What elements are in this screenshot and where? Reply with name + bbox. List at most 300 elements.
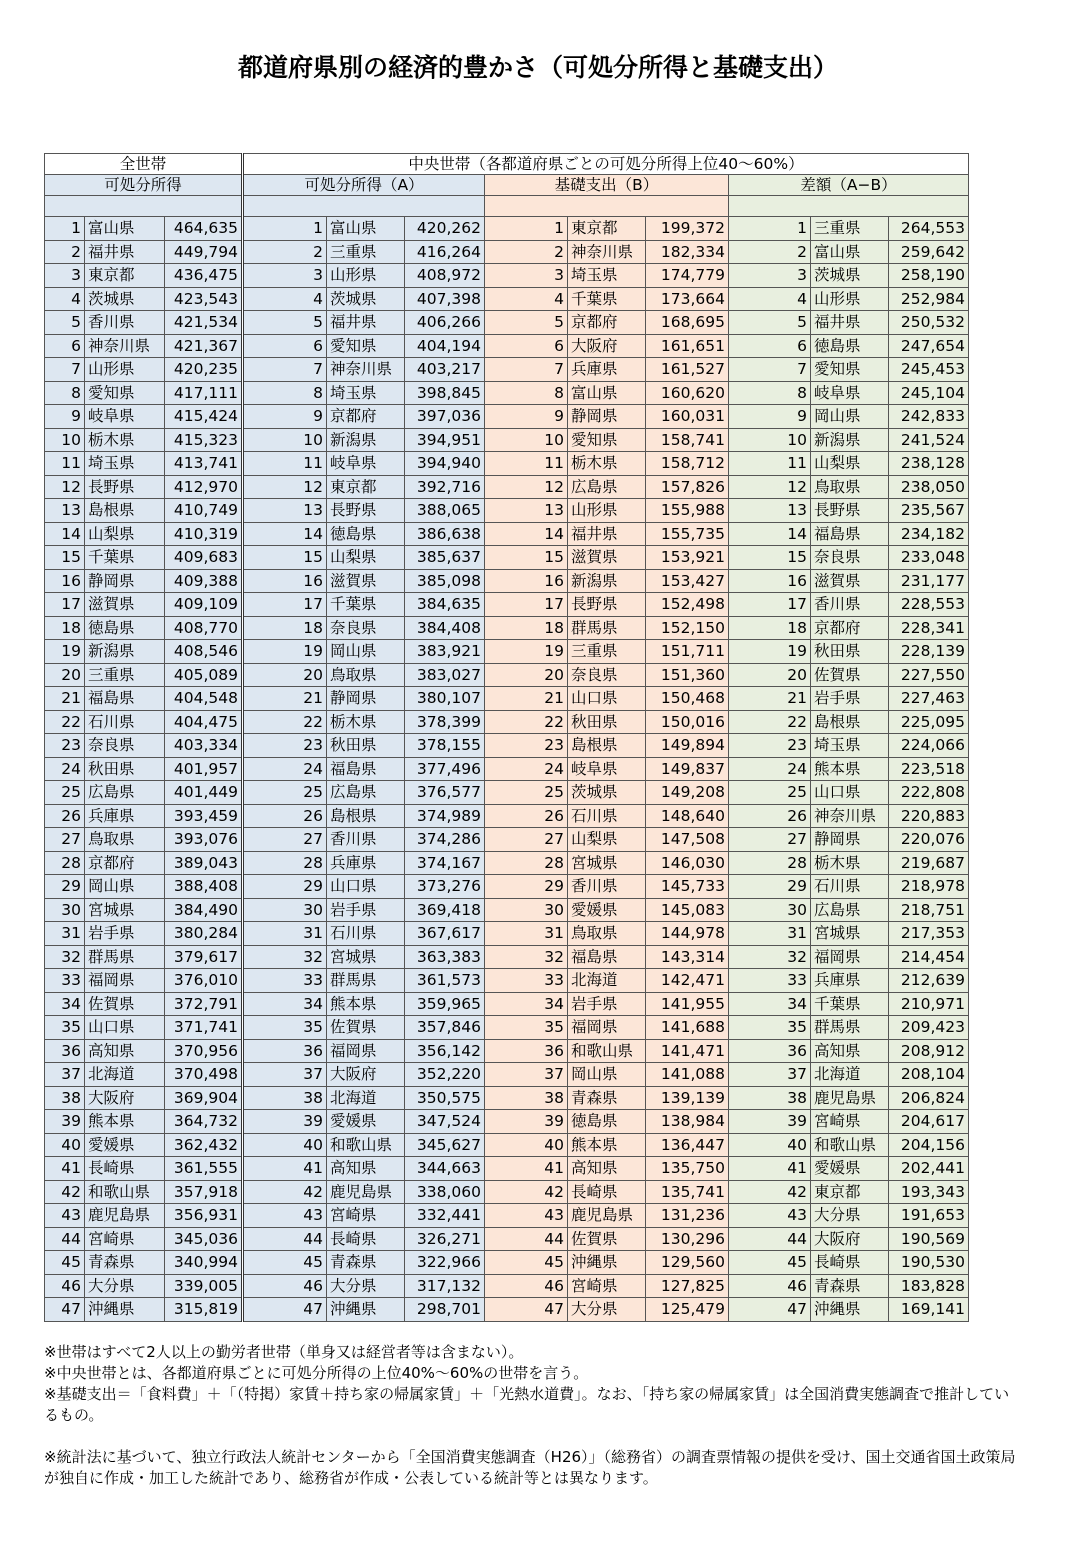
header-central-disposable: 可処分所得（A） xyxy=(243,175,485,196)
central-rank-cell: 5 xyxy=(243,311,327,335)
table-row xyxy=(45,616,969,640)
table-row xyxy=(45,781,969,805)
basic-pref-cell: 埼玉県 xyxy=(568,264,646,288)
diff-rank-cell: 25 xyxy=(729,781,811,805)
all-value-cell: 379,617 xyxy=(165,945,243,969)
basic-value-cell: 174,779 xyxy=(646,264,729,288)
basic-value-cell: 155,735 xyxy=(646,522,729,546)
all-value-cell: 401,449 xyxy=(165,781,243,805)
basic-value-cell: 168,695 xyxy=(646,311,729,335)
diff-value-cell: 204,156 xyxy=(889,1133,969,1157)
all-rank-cell: 47 xyxy=(45,1298,85,1322)
diff-value-cell: 247,654 xyxy=(889,334,969,358)
table-row xyxy=(45,1274,969,1298)
basic-pref-cell: 宮城県 xyxy=(568,851,646,875)
diff-value-cell: 227,550 xyxy=(889,663,969,687)
central-rank-cell: 46 xyxy=(243,1274,327,1298)
diff-pref-cell: 愛媛県 xyxy=(811,1157,889,1181)
all-value-cell: 315,819 xyxy=(165,1298,243,1322)
central-value-cell: 377,496 xyxy=(405,757,485,781)
diff-rank-cell: 16 xyxy=(729,569,811,593)
central-pref-cell: 愛知県 xyxy=(327,334,405,358)
diff-value-cell: 219,687 xyxy=(889,851,969,875)
all-value-cell: 421,367 xyxy=(165,334,243,358)
central-pref-cell: 高知県 xyxy=(327,1157,405,1181)
all-pref-cell: 福岡県 xyxy=(85,969,165,993)
diff-pref-cell: 岩手県 xyxy=(811,687,889,711)
diff-rank-cell: 29 xyxy=(729,875,811,899)
basic-rank-cell: 5 xyxy=(485,311,568,335)
central-value-cell: 394,940 xyxy=(405,452,485,476)
central-value-cell: 407,398 xyxy=(405,287,485,311)
diff-value-cell: 220,883 xyxy=(889,804,969,828)
diff-value-cell: 218,751 xyxy=(889,898,969,922)
all-value-cell: 370,498 xyxy=(165,1063,243,1087)
header-all-disposable: 可処分所得 xyxy=(45,175,243,196)
all-pref-cell: 三重県 xyxy=(85,663,165,687)
central-pref-cell: 宮崎県 xyxy=(327,1204,405,1228)
basic-value-cell: 150,016 xyxy=(646,710,729,734)
basic-rank-cell: 33 xyxy=(485,969,568,993)
basic-rank-cell: 45 xyxy=(485,1251,568,1275)
table-row xyxy=(45,475,969,499)
central-pref-cell: 広島県 xyxy=(327,781,405,805)
central-value-cell: 367,617 xyxy=(405,922,485,946)
table-row xyxy=(45,452,969,476)
central-value-cell: 352,220 xyxy=(405,1063,485,1087)
diff-rank-cell: 32 xyxy=(729,945,811,969)
basic-rank-cell: 18 xyxy=(485,616,568,640)
basic-rank-cell: 15 xyxy=(485,546,568,570)
all-value-cell: 356,931 xyxy=(165,1204,243,1228)
basic-pref-cell: 栃木県 xyxy=(568,452,646,476)
basic-value-cell: 146,030 xyxy=(646,851,729,875)
basic-value-cell: 158,712 xyxy=(646,452,729,476)
central-value-cell: 378,399 xyxy=(405,710,485,734)
central-pref-cell: 富山県 xyxy=(327,217,405,241)
all-pref-cell: 青森県 xyxy=(85,1251,165,1275)
central-rank-cell: 18 xyxy=(243,616,327,640)
basic-pref-cell: 奈良県 xyxy=(568,663,646,687)
central-rank-cell: 6 xyxy=(243,334,327,358)
central-pref-cell: 兵庫県 xyxy=(327,851,405,875)
central-pref-cell: 和歌山県 xyxy=(327,1133,405,1157)
all-rank-cell: 44 xyxy=(45,1227,85,1251)
table-body xyxy=(45,217,969,1322)
basic-rank-cell: 25 xyxy=(485,781,568,805)
all-pref-cell: 沖縄県 xyxy=(85,1298,165,1322)
all-rank-cell: 41 xyxy=(45,1157,85,1181)
basic-rank-cell: 31 xyxy=(485,922,568,946)
basic-rank-cell: 30 xyxy=(485,898,568,922)
basic-value-cell: 144,978 xyxy=(646,922,729,946)
diff-rank-cell: 40 xyxy=(729,1133,811,1157)
central-value-cell: 345,627 xyxy=(405,1133,485,1157)
header-central-households: 中央世帯（各都道府県ごとの可処分所得上位40～60%） xyxy=(243,154,969,175)
diff-pref-cell: 長野県 xyxy=(811,499,889,523)
table-row xyxy=(45,1227,969,1251)
central-pref-cell: 鳥取県 xyxy=(327,663,405,687)
basic-rank-cell: 17 xyxy=(485,593,568,617)
all-value-cell: 340,994 xyxy=(165,1251,243,1275)
central-rank-cell: 10 xyxy=(243,428,327,452)
basic-pref-cell: 福井県 xyxy=(568,522,646,546)
basic-value-cell: 131,236 xyxy=(646,1204,729,1228)
diff-value-cell: 233,048 xyxy=(889,546,969,570)
basic-rank-cell: 10 xyxy=(485,428,568,452)
table-row xyxy=(45,499,969,523)
diff-rank-cell: 20 xyxy=(729,663,811,687)
diff-rank-cell: 18 xyxy=(729,616,811,640)
central-value-cell: 406,266 xyxy=(405,311,485,335)
central-value-cell: 317,132 xyxy=(405,1274,485,1298)
diff-rank-cell: 28 xyxy=(729,851,811,875)
diff-value-cell: 259,642 xyxy=(889,240,969,264)
diff-value-cell: 227,463 xyxy=(889,687,969,711)
table-row xyxy=(45,381,969,405)
basic-pref-cell: 大阪府 xyxy=(568,334,646,358)
basic-value-cell: 149,208 xyxy=(646,781,729,805)
central-value-cell: 356,142 xyxy=(405,1039,485,1063)
all-rank-cell: 4 xyxy=(45,287,85,311)
basic-value-cell: 149,837 xyxy=(646,757,729,781)
diff-pref-cell: 高知県 xyxy=(811,1039,889,1063)
header-basic-expenditure: 基礎支出（B） xyxy=(485,175,729,196)
all-rank-cell: 21 xyxy=(45,687,85,711)
diff-value-cell: 206,824 xyxy=(889,1086,969,1110)
diff-rank-cell: 30 xyxy=(729,898,811,922)
basic-value-cell: 157,826 xyxy=(646,475,729,499)
central-rank-cell: 35 xyxy=(243,1016,327,1040)
all-rank-cell: 46 xyxy=(45,1274,85,1298)
basic-pref-cell: 鳥取県 xyxy=(568,922,646,946)
diff-rank-cell: 13 xyxy=(729,499,811,523)
all-value-cell: 357,918 xyxy=(165,1180,243,1204)
basic-rank-cell: 41 xyxy=(485,1157,568,1181)
central-value-cell: 332,441 xyxy=(405,1204,485,1228)
all-rank-cell: 14 xyxy=(45,522,85,546)
all-rank-cell: 37 xyxy=(45,1063,85,1087)
diff-rank-cell: 42 xyxy=(729,1180,811,1204)
table-row xyxy=(45,687,969,711)
central-value-cell: 408,972 xyxy=(405,264,485,288)
all-rank-cell: 36 xyxy=(45,1039,85,1063)
all-pref-cell: 埼玉県 xyxy=(85,452,165,476)
all-rank-cell: 23 xyxy=(45,734,85,758)
table-row xyxy=(45,734,969,758)
all-value-cell: 464,635 xyxy=(165,217,243,241)
all-value-cell: 449,794 xyxy=(165,240,243,264)
basic-rank-cell: 37 xyxy=(485,1063,568,1087)
basic-pref-cell: 新潟県 xyxy=(568,569,646,593)
basic-rank-cell: 3 xyxy=(485,264,568,288)
table-row xyxy=(45,428,969,452)
all-rank-cell: 28 xyxy=(45,851,85,875)
central-rank-cell: 47 xyxy=(243,1298,327,1322)
basic-rank-cell: 35 xyxy=(485,1016,568,1040)
all-rank-cell: 7 xyxy=(45,358,85,382)
central-value-cell: 376,577 xyxy=(405,781,485,805)
diff-rank-cell: 6 xyxy=(729,334,811,358)
all-rank-cell: 9 xyxy=(45,405,85,429)
basic-rank-cell: 23 xyxy=(485,734,568,758)
central-pref-cell: 愛媛県 xyxy=(327,1110,405,1134)
all-value-cell: 410,749 xyxy=(165,499,243,523)
all-rank-cell: 11 xyxy=(45,452,85,476)
table-row xyxy=(45,1157,969,1181)
all-pref-cell: 神奈川県 xyxy=(85,334,165,358)
table-row xyxy=(45,875,969,899)
all-pref-cell: 茨城県 xyxy=(85,287,165,311)
diff-pref-cell: 三重県 xyxy=(811,217,889,241)
central-rank-cell: 40 xyxy=(243,1133,327,1157)
diff-rank-cell: 14 xyxy=(729,522,811,546)
central-rank-cell: 11 xyxy=(243,452,327,476)
basic-pref-cell: 兵庫県 xyxy=(568,358,646,382)
basic-pref-cell: 岡山県 xyxy=(568,1063,646,1087)
all-pref-cell: 秋田県 xyxy=(85,757,165,781)
central-rank-cell: 4 xyxy=(243,287,327,311)
table-row xyxy=(45,311,969,335)
central-rank-cell: 29 xyxy=(243,875,327,899)
diff-pref-cell: 宮城県 xyxy=(811,922,889,946)
central-value-cell: 403,217 xyxy=(405,358,485,382)
central-value-cell: 374,989 xyxy=(405,804,485,828)
diff-pref-cell: 島根県 xyxy=(811,710,889,734)
all-value-cell: 412,970 xyxy=(165,475,243,499)
diff-pref-cell: 茨城県 xyxy=(811,264,889,288)
blank-cell xyxy=(45,196,243,217)
basic-rank-cell: 47 xyxy=(485,1298,568,1322)
all-rank-cell: 5 xyxy=(45,311,85,335)
central-rank-cell: 30 xyxy=(243,898,327,922)
all-rank-cell: 12 xyxy=(45,475,85,499)
all-value-cell: 345,036 xyxy=(165,1227,243,1251)
basic-rank-cell: 27 xyxy=(485,828,568,852)
central-pref-cell: 山梨県 xyxy=(327,546,405,570)
diff-pref-cell: 石川県 xyxy=(811,875,889,899)
diff-value-cell: 190,569 xyxy=(889,1227,969,1251)
diff-value-cell: 231,177 xyxy=(889,569,969,593)
basic-pref-cell: 群馬県 xyxy=(568,616,646,640)
basic-pref-cell: 滋賀県 xyxy=(568,546,646,570)
all-value-cell: 361,555 xyxy=(165,1157,243,1181)
basic-rank-cell: 11 xyxy=(485,452,568,476)
prefecture-table xyxy=(44,153,969,1322)
central-rank-cell: 1 xyxy=(243,217,327,241)
all-rank-cell: 13 xyxy=(45,499,85,523)
diff-pref-cell: 秋田県 xyxy=(811,640,889,664)
all-value-cell: 409,109 xyxy=(165,593,243,617)
all-value-cell: 380,284 xyxy=(165,922,243,946)
central-value-cell: 385,098 xyxy=(405,569,485,593)
all-value-cell: 401,957 xyxy=(165,757,243,781)
diff-pref-cell: 静岡県 xyxy=(811,828,889,852)
diff-rank-cell: 47 xyxy=(729,1298,811,1322)
diff-rank-cell: 26 xyxy=(729,804,811,828)
diff-rank-cell: 1 xyxy=(729,217,811,241)
diff-pref-cell: 鳥取県 xyxy=(811,475,889,499)
all-value-cell: 420,235 xyxy=(165,358,243,382)
central-pref-cell: 奈良県 xyxy=(327,616,405,640)
diff-value-cell: 210,971 xyxy=(889,992,969,1016)
basic-rank-cell: 39 xyxy=(485,1110,568,1134)
basic-value-cell: 151,711 xyxy=(646,640,729,664)
basic-value-cell: 182,334 xyxy=(646,240,729,264)
basic-value-cell: 142,471 xyxy=(646,969,729,993)
central-value-cell: 380,107 xyxy=(405,687,485,711)
diff-pref-cell: 佐賀県 xyxy=(811,663,889,687)
diff-pref-cell: 山口県 xyxy=(811,781,889,805)
basic-rank-cell: 28 xyxy=(485,851,568,875)
central-value-cell: 326,271 xyxy=(405,1227,485,1251)
all-value-cell: 370,956 xyxy=(165,1039,243,1063)
central-rank-cell: 42 xyxy=(243,1180,327,1204)
central-value-cell: 388,065 xyxy=(405,499,485,523)
all-pref-cell: 京都府 xyxy=(85,851,165,875)
basic-value-cell: 141,688 xyxy=(646,1016,729,1040)
basic-pref-cell: 福岡県 xyxy=(568,1016,646,1040)
central-rank-cell: 37 xyxy=(243,1063,327,1087)
diff-value-cell: 238,050 xyxy=(889,475,969,499)
basic-pref-cell: 北海道 xyxy=(568,969,646,993)
central-value-cell: 384,635 xyxy=(405,593,485,617)
central-pref-cell: 神奈川県 xyxy=(327,358,405,382)
basic-value-cell: 145,733 xyxy=(646,875,729,899)
diff-rank-cell: 46 xyxy=(729,1274,811,1298)
diff-pref-cell: 宮崎県 xyxy=(811,1110,889,1134)
central-value-cell: 374,167 xyxy=(405,851,485,875)
all-pref-cell: 高知県 xyxy=(85,1039,165,1063)
central-value-cell: 369,418 xyxy=(405,898,485,922)
diff-value-cell: 193,343 xyxy=(889,1180,969,1204)
diff-value-cell: 238,128 xyxy=(889,452,969,476)
central-value-cell: 363,383 xyxy=(405,945,485,969)
all-pref-cell: 鳥取県 xyxy=(85,828,165,852)
basic-value-cell: 127,825 xyxy=(646,1274,729,1298)
basic-rank-cell: 7 xyxy=(485,358,568,382)
basic-rank-cell: 24 xyxy=(485,757,568,781)
all-value-cell: 393,076 xyxy=(165,828,243,852)
basic-value-cell: 160,620 xyxy=(646,381,729,405)
all-pref-cell: 大分県 xyxy=(85,1274,165,1298)
basic-rank-cell: 42 xyxy=(485,1180,568,1204)
basic-pref-cell: 山口県 xyxy=(568,687,646,711)
footnotes xyxy=(44,1342,1024,1489)
table-row xyxy=(45,1063,969,1087)
central-pref-cell: 新潟県 xyxy=(327,428,405,452)
all-rank-cell: 25 xyxy=(45,781,85,805)
basic-rank-cell: 19 xyxy=(485,640,568,664)
all-pref-cell: 山口県 xyxy=(85,1016,165,1040)
central-value-cell: 394,951 xyxy=(405,428,485,452)
diff-pref-cell: 鹿児島県 xyxy=(811,1086,889,1110)
diff-value-cell: 183,828 xyxy=(889,1274,969,1298)
all-rank-cell: 27 xyxy=(45,828,85,852)
diff-rank-cell: 19 xyxy=(729,640,811,664)
basic-pref-cell: 和歌山県 xyxy=(568,1039,646,1063)
central-rank-cell: 33 xyxy=(243,969,327,993)
diff-pref-cell: 滋賀県 xyxy=(811,569,889,593)
all-value-cell: 369,904 xyxy=(165,1086,243,1110)
diff-value-cell: 228,139 xyxy=(889,640,969,664)
diff-value-cell: 258,190 xyxy=(889,264,969,288)
basic-pref-cell: 岩手県 xyxy=(568,992,646,1016)
central-value-cell: 386,638 xyxy=(405,522,485,546)
diff-value-cell: 252,984 xyxy=(889,287,969,311)
all-value-cell: 409,388 xyxy=(165,569,243,593)
blank-cell xyxy=(729,196,969,217)
central-rank-cell: 23 xyxy=(243,734,327,758)
diff-value-cell: 202,441 xyxy=(889,1157,969,1181)
diff-pref-cell: 熊本県 xyxy=(811,757,889,781)
table-row xyxy=(45,334,969,358)
diff-rank-cell: 31 xyxy=(729,922,811,946)
central-rank-cell: 19 xyxy=(243,640,327,664)
diff-rank-cell: 5 xyxy=(729,311,811,335)
central-value-cell: 359,965 xyxy=(405,992,485,1016)
note-statistics-source: ※統計法に基づいて、独立行政法人統計センターから「全国消費実態調査（H26）」（総務省）の調査票情報の提供を受け、国土交通省国土政策局が独自に作成・加工した統計であり、総務省が作成・公表している統計等とは異なります。 xyxy=(44,1448,1016,1487)
all-pref-cell: 長崎県 xyxy=(85,1157,165,1181)
table-row xyxy=(45,240,969,264)
diff-rank-cell: 24 xyxy=(729,757,811,781)
central-value-cell: 338,060 xyxy=(405,1180,485,1204)
central-rank-cell: 45 xyxy=(243,1251,327,1275)
all-pref-cell: 熊本県 xyxy=(85,1110,165,1134)
central-pref-cell: 福井県 xyxy=(327,311,405,335)
central-pref-cell: 岩手県 xyxy=(327,898,405,922)
central-rank-cell: 13 xyxy=(243,499,327,523)
central-value-cell: 344,663 xyxy=(405,1157,485,1181)
central-pref-cell: 長野県 xyxy=(327,499,405,523)
basic-pref-cell: 富山県 xyxy=(568,381,646,405)
central-rank-cell: 8 xyxy=(243,381,327,405)
all-value-cell: 384,490 xyxy=(165,898,243,922)
all-rank-cell: 26 xyxy=(45,804,85,828)
basic-rank-cell: 6 xyxy=(485,334,568,358)
all-rank-cell: 1 xyxy=(45,217,85,241)
diff-pref-cell: 沖縄県 xyxy=(811,1298,889,1322)
all-rank-cell: 30 xyxy=(45,898,85,922)
basic-value-cell: 161,651 xyxy=(646,334,729,358)
diff-value-cell: 225,095 xyxy=(889,710,969,734)
diff-rank-cell: 23 xyxy=(729,734,811,758)
basic-value-cell: 152,498 xyxy=(646,593,729,617)
basic-pref-cell: 神奈川県 xyxy=(568,240,646,264)
basic-pref-cell: 広島県 xyxy=(568,475,646,499)
basic-value-cell: 125,479 xyxy=(646,1298,729,1322)
all-pref-cell: 兵庫県 xyxy=(85,804,165,828)
basic-rank-cell: 8 xyxy=(485,381,568,405)
all-value-cell: 404,548 xyxy=(165,687,243,711)
basic-value-cell: 153,427 xyxy=(646,569,729,593)
basic-value-cell: 161,527 xyxy=(646,358,729,382)
all-rank-cell: 33 xyxy=(45,969,85,993)
central-rank-cell: 27 xyxy=(243,828,327,852)
basic-value-cell: 173,664 xyxy=(646,287,729,311)
all-pref-cell: 福島県 xyxy=(85,687,165,711)
all-rank-cell: 38 xyxy=(45,1086,85,1110)
central-value-cell: 350,575 xyxy=(405,1086,485,1110)
table-row xyxy=(45,358,969,382)
central-rank-cell: 17 xyxy=(243,593,327,617)
central-pref-cell: 静岡県 xyxy=(327,687,405,711)
diff-rank-cell: 38 xyxy=(729,1086,811,1110)
central-value-cell: 322,966 xyxy=(405,1251,485,1275)
central-pref-cell: 香川県 xyxy=(327,828,405,852)
central-value-cell: 361,573 xyxy=(405,969,485,993)
all-value-cell: 408,546 xyxy=(165,640,243,664)
